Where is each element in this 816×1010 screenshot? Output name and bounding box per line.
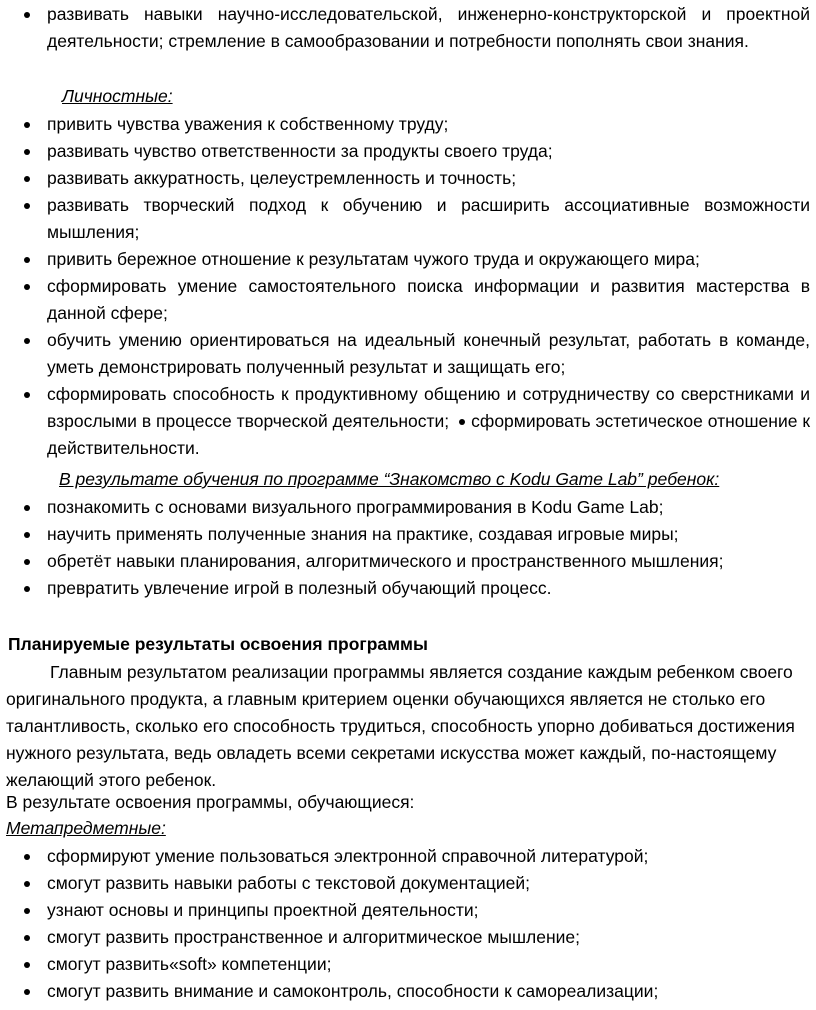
list-item-text: смогут развить«soft» компетенции;: [47, 954, 332, 974]
list-item: [0, 494, 816, 521]
list-item-text: обучить умению ориентироваться на идеальный конечный результат, работать в команде, уметь демонстрировать полученный результат и защищать его;: [47, 330, 810, 377]
section-title-row: [0, 631, 816, 658]
bullet-icon: [24, 392, 30, 398]
personal-heading-row: [0, 83, 816, 110]
bullet-icon: [24, 338, 30, 344]
list-item-text: смогут развить пространственное и алгоритмическое мышление;: [47, 927, 581, 947]
list-item: [0, 924, 816, 951]
bullet-icon: [24, 532, 30, 538]
list-item: [0, 192, 816, 246]
bullet-icon: [24, 284, 30, 290]
result-heading-row: [0, 466, 816, 493]
bullet-icon: [24, 559, 30, 565]
list-item-text: развивать чувство ответственности за продукты своего труда;: [47, 141, 553, 161]
bullet-icon: [24, 203, 30, 209]
list-item: [0, 381, 816, 462]
list-item: [0, 111, 816, 138]
list-item-text: развивать творческий подход к обучению и расширить ассоциативные возможности мышления;: [47, 195, 810, 242]
meta-heading-row: [0, 815, 816, 842]
bullet-icon: [24, 989, 30, 995]
intro-text: В результате освоения программы, обучающиеся:: [6, 792, 415, 812]
list-item: [0, 870, 816, 897]
list-item: [0, 273, 816, 327]
list-item-text: познакомить с основами визуального программирования в Kodu Game Lab;: [47, 497, 664, 517]
bullet-icon: [24, 881, 30, 887]
list-item: [0, 1, 816, 55]
list-item: [0, 843, 816, 870]
bullet-icon: [24, 962, 30, 968]
main-paragraph: Главным результатом реализации программы является создание каждым ребенком своего оригинального продукта, а главным критерием оценки обучающихся является не столько его талантливость, сколько его способность трудиться, способность упорно добиваться достижения нужного результата, ведь овладеть всеми секретами искусства может каждый, по-настоящему желающий этого ребенок.: [6, 662, 795, 790]
bullet-icon: [459, 419, 465, 425]
list-item-text: сформировать эстетическое отношение к действительности.: [47, 411, 810, 458]
list-item: [0, 521, 816, 548]
list-item: [0, 951, 816, 978]
list-item: [0, 165, 816, 192]
bullet-icon: [24, 505, 30, 511]
meta-list: [0, 843, 816, 1005]
list-item-text: сформируют умение пользоваться электронной справочной литературой;: [47, 846, 649, 866]
list-item-text: развивать навыки научно-исследовательской, инженерно-конструкторской и проектной деятельности; стремление в самообразовании и потребности пополнять свои знания.: [47, 4, 810, 51]
main-paragraph-block: [0, 659, 816, 794]
list-item-text: смогут развить внимание и самоконтроль, способности к самореализации;: [47, 981, 659, 1001]
list-item: [0, 548, 816, 575]
list-item: [0, 897, 816, 924]
list-item: [0, 138, 816, 165]
bullet-icon: [24, 586, 30, 592]
list-item-text: научить применять полученные знания на практике, создавая игровые миры;: [47, 524, 679, 544]
list-item-text: сформировать способность к продуктивному общению и сотрудничеству со сверстниками и взрослыми в процессе творческой деятельности;: [47, 384, 810, 431]
list-item-text: сформировать умение самостоятельного поиска информации и развития мастерства в данной сфере;: [47, 276, 810, 323]
bullet-icon: [24, 176, 30, 182]
list-item-text: развивать аккуратность, целеустремленность и точность;: [47, 168, 517, 188]
result-list: [0, 494, 816, 602]
list-item-text: смогут развить навыки работы с текстовой документацией;: [47, 873, 531, 893]
bullet-icon: [24, 908, 30, 914]
personal-list: [0, 111, 816, 462]
list-item-text: привить чувства уважения к собственному труду;: [47, 114, 449, 134]
section-title: Планируемые результаты освоения программы: [8, 634, 428, 654]
bullet-icon: [24, 149, 30, 155]
bullet-icon: [24, 854, 30, 860]
list-item-text: узнают основы и принципы проектной деятельности;: [47, 900, 479, 920]
list-item: [0, 246, 816, 273]
bullet-icon: [24, 12, 30, 18]
intro-row: [0, 789, 816, 816]
list-item: [0, 327, 816, 381]
list-item: [0, 978, 816, 1005]
meta-heading: Метапредметные:: [6, 818, 166, 838]
bullet-icon: [24, 257, 30, 263]
list-item-text: превратить увлечение игрой в полезный обучающий процесс.: [47, 578, 552, 598]
goals-list-top: [0, 1, 816, 55]
result-heading: В результате обучения по программе “Знакомство с Kodu Game Lab” ребенок:: [59, 469, 720, 489]
list-item-text: привить бережное отношение к результатам чужого труда и окружающего мира;: [47, 249, 700, 269]
bullet-icon: [24, 935, 30, 941]
bullet-icon: [24, 122, 30, 128]
personal-heading: Личностные:: [62, 86, 173, 106]
list-item: [0, 575, 816, 602]
list-item-text: обретёт навыки планирования, алгоритмического и пространственного мышления;: [47, 551, 724, 571]
